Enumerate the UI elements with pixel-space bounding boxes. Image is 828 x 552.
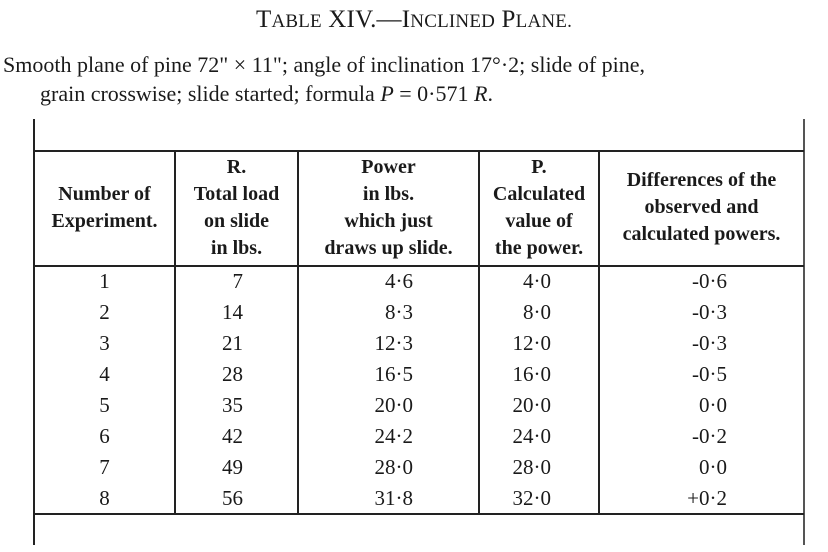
formula-variable-p: P	[380, 81, 394, 106]
cell-calculated-power: 28·0	[512, 455, 551, 479]
header-observed-power	[299, 150, 478, 265]
header-line: Experiment.	[51, 209, 158, 232]
cell-total-load: 28	[222, 362, 243, 386]
cell-calculated-power: 24·0	[512, 424, 551, 448]
cell-difference: -0·3	[692, 300, 727, 324]
cell-difference: -0·6	[692, 269, 727, 293]
header-line: in lbs.	[362, 182, 415, 205]
cell-experiment-number: 8	[99, 486, 110, 510]
cell-experiment-number: 6	[99, 424, 110, 448]
cell-calculated-power: 8·0	[523, 300, 551, 324]
caption-text: grain crosswise; slide started; formula	[40, 81, 381, 106]
caption-text: .	[487, 81, 493, 106]
header-line: which just	[344, 209, 433, 232]
header-line: on slide	[203, 209, 270, 232]
cell-experiment-number: 3	[99, 331, 110, 355]
header-line: Differences of the	[626, 169, 777, 191]
header-differences	[600, 150, 803, 265]
cell-observed-power: 12·3	[374, 331, 413, 355]
cell-experiment-number: 7	[99, 455, 110, 479]
cell-experiment-number: 2	[99, 300, 110, 324]
header-experiment-number	[35, 150, 174, 265]
caption-line-2	[3, 79, 823, 108]
cell-experiment-number: 4	[99, 362, 110, 386]
cell-total-load: 49	[222, 455, 243, 479]
cell-observed-power: 24·2	[374, 424, 413, 448]
cell-difference: 0·0	[699, 455, 727, 479]
header-line: draws up slide.	[324, 236, 453, 259]
header-total-load	[176, 150, 297, 265]
cell-observed-power: 8·3	[385, 300, 413, 324]
cell-total-load: 35	[222, 393, 243, 417]
cell-observed-power: 28·0	[374, 455, 413, 479]
table-caption	[3, 50, 823, 108]
title-text: ABLE	[271, 11, 322, 32]
cell-difference: -0·3	[692, 331, 727, 355]
cell-calculated-power: 4·0	[523, 269, 551, 293]
cell-difference: +0·2	[687, 486, 727, 510]
header-line: the power.	[494, 236, 584, 259]
header-line: Calculated	[492, 182, 586, 205]
cell-calculated-power: 16·0	[512, 362, 551, 386]
cell-calculated-power: 20·0	[512, 393, 551, 417]
cell-total-load: 21	[222, 331, 243, 355]
header-line: R.	[226, 155, 247, 178]
cell-total-load: 14	[222, 300, 243, 324]
cell-difference: -0·2	[692, 424, 727, 448]
header-line: Number of	[58, 182, 151, 205]
cell-total-load: 42	[222, 424, 243, 448]
cell-difference: -0·5	[692, 362, 727, 386]
cell-calculated-power: 12·0	[512, 331, 551, 355]
table-border-right	[803, 119, 805, 545]
title-text: LANE.	[515, 11, 573, 32]
header-calculated-power	[480, 150, 598, 265]
cell-observed-power: 31·8	[374, 486, 413, 510]
header-line: Power	[361, 155, 416, 178]
header-line: calculated powers.	[622, 223, 781, 245]
header-line: P.	[531, 155, 547, 178]
cell-total-load: 7	[232, 269, 243, 293]
cell-total-load: 56	[222, 486, 243, 510]
header-line: in lbs.	[210, 236, 263, 259]
title-text: XIV.—	[321, 6, 402, 33]
title-text: P	[495, 6, 516, 33]
header-line: value of	[505, 209, 573, 232]
cell-observed-power: 4·6	[385, 269, 413, 293]
header-line: observed and	[644, 196, 759, 218]
table-title	[0, 6, 828, 34]
cell-calculated-power: 32·0	[512, 486, 551, 510]
title-text: NCLINED	[410, 11, 496, 32]
cell-observed-power: 20·0	[374, 393, 413, 417]
title-text: T	[255, 6, 272, 33]
formula-variable-r: R	[474, 81, 488, 106]
cell-difference: 0·0	[699, 393, 727, 417]
caption-text: = 0·571	[393, 81, 474, 106]
cell-observed-power: 16·5	[374, 362, 413, 386]
title-text: I	[401, 6, 411, 33]
cell-experiment-number: 1	[99, 269, 110, 293]
header-line: Total load	[193, 182, 280, 205]
cell-experiment-number: 5	[99, 393, 110, 417]
caption-line-1: Smooth plane of pine 72" × 11"; angle of inclination 17°·2; slide of pine,	[3, 52, 646, 77]
